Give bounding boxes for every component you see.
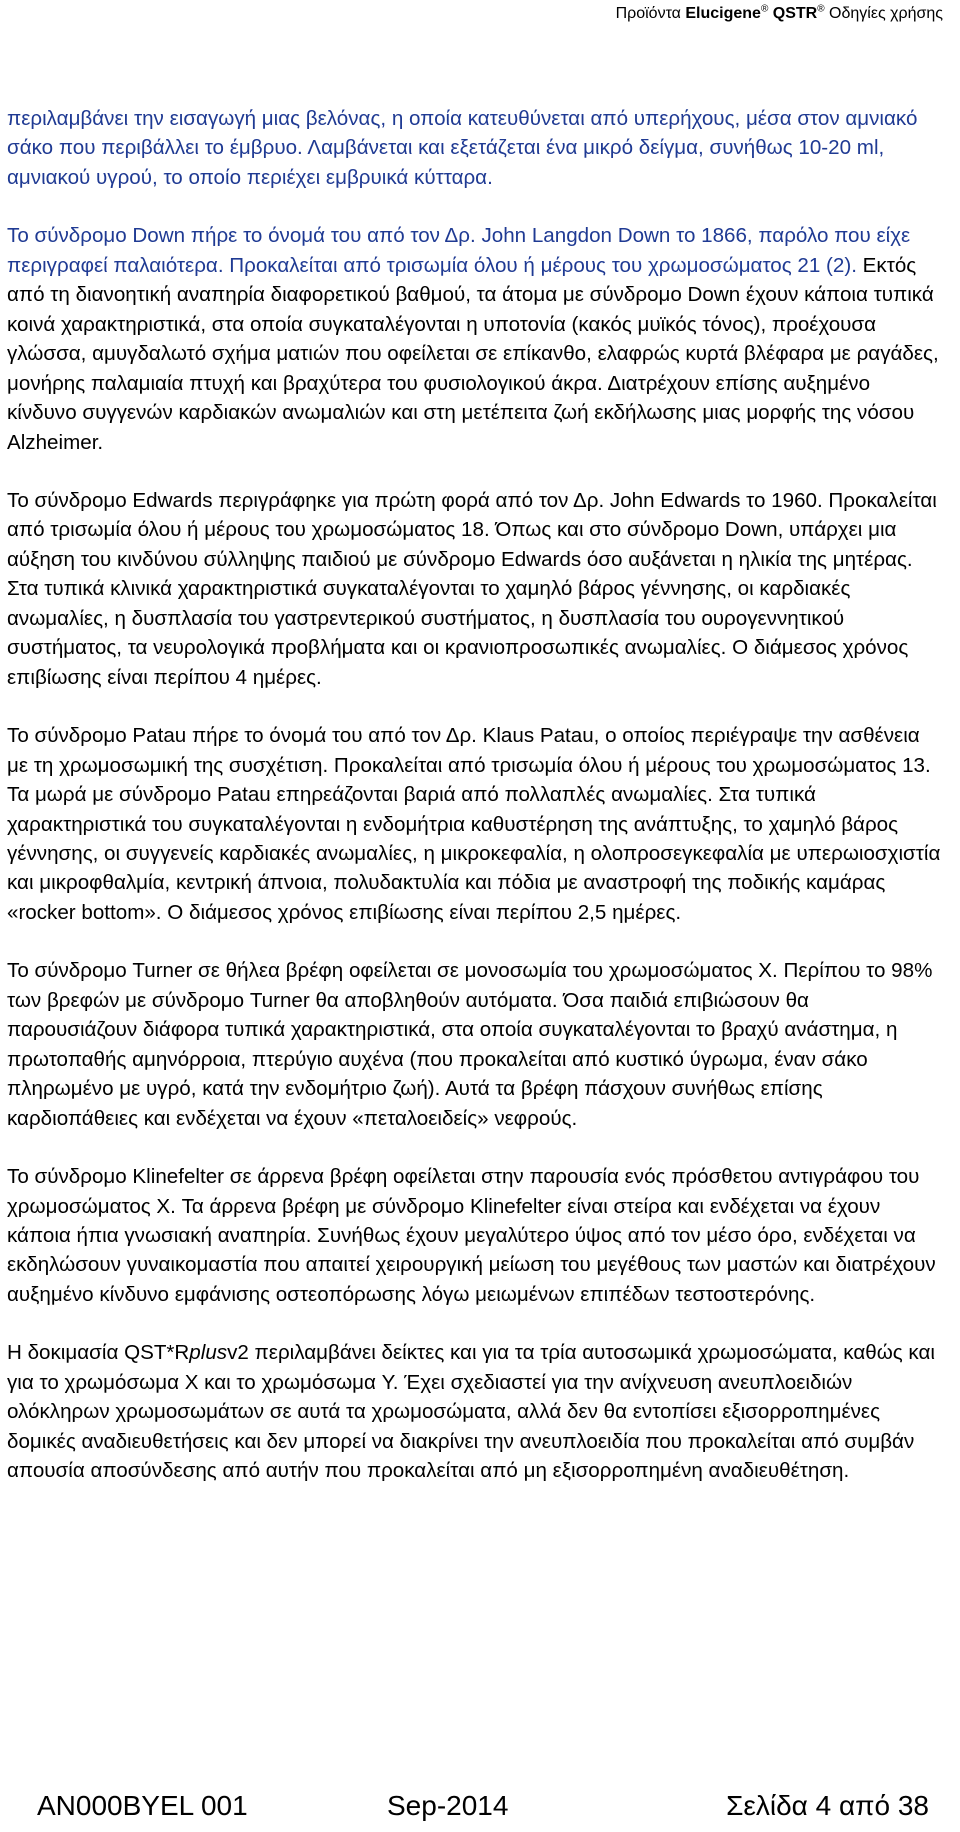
header-registered-mark: ® (817, 3, 825, 15)
document-body (7, 104, 943, 1486)
paragraph-text-run: Το σύνδρομο Klinefelter σε άρρενα βρέφη οφείλεται στην παρουσία ενός πρόσθετου αντιγράφου του χρωμοσώματος X. Τα άρρενα βρέφη με σύνδρομο Klinefelter είναι στείρα και ενδέχεται να έχουν κάποια ήπια γνωσιακή αναπηρία. Συνήθως έχουν μεγαλύτερο ύψος από τον μέσο όρο, ενδέχεται να εκδηλώσουν γυναικομαστία που απαιτεί χειρουργική μείωση του μεγέθους των μαστών και διατρέχουν αυξημένο κίνδυνο εμφάνισης οστεοπόρωσης λόγω μειωμένων επιπέδων τεστοστερόνης. (7, 1165, 936, 1306)
paragraph-text-run: plus (189, 1341, 228, 1365)
paragraph-text-run: Το σύνδρομο Edwards περιγράφηκε για πρώτη φορά από τον Δρ. John Edwards το 1960. Προκαλείται από τρισωμία όλου ή μέρους του χρωμοσώματος 18. Όπως και στο σύνδρομο Down, υπάρχει μια αύξηση του κινδύνου σύλληψης παιδιού με σύνδρομο Edwards όσο αυξάνεται η ηλικία της μητέρας. Στα τυπικά κλινικά χαρακτηριστικά συγκαταλέγονται το χαμηλό βάρος γέννησης, οι καρδιακές ανωμαλίες, η δυσπλασία του γαστρεντερικού συστήματος, η δυσπλασία του ουρογεννητικού συστήματος, τα νευρολογικά προβλήματα και οι κρανιοπροσωπικές ανωμαλίες. Ο διάμεσος χρόνος επιβίωσης είναι περίπου 4 ημέρες. (7, 488, 937, 689)
body-paragraph (7, 1338, 943, 1485)
footer-date: Sep-2014 (387, 1790, 509, 1821)
page-footer (0, 1788, 960, 1828)
body-paragraph (7, 104, 943, 192)
footer-document-code: AN000BYEL 001 (37, 1790, 248, 1821)
paragraph-text-run: Το σύνδρομο Turner σε θήλεα βρέφη οφείλεται σε μονοσωμία του χρωμοσώματος X. Περίπου το 98% των βρεφών με σύνδρομο Turner θα αποβληθούν αυτόματα. Όσα παιδιά επιβιώσουν θα παρουσιάζουν διάφορα τυπικά χαρακτηριστικά, στα οποία συγκαταλέγονται το βραχύ ανάστημα, η πρωτοπαθής αμηνόρροια, πτερύγιο αυχένα (που προκαλείται από κυστικό ύγρωμα, έναν σάκο πληρωμένο με υγρό, κατά την ενδομήτριο ζωή). Αυτά τα βρέφη πάσχουν συνήθως επίσης καρδιοπάθειες και ενδέχεται να έχουν «πεταλοειδείς» νεφρούς. (7, 959, 933, 1130)
body-paragraph (7, 486, 943, 692)
header-prefix: Προϊόντα (615, 5, 686, 22)
paragraph-text-run: Το σύνδρομο Down πήρε το όνομά του από τον Δρ. John Langdon Down το 1866, παρόλο που είχε περιγραφεί παλαιότερα. Προκαλείται από τρισωμία όλου ή μέρους του χρωμοσώματος 21 (2). (7, 224, 911, 277)
paragraph-text-run: περιλαμβάνει την εισαγωγή μιας βελόνας, η οποία κατευθύνεται από υπερήχους, μέσα στον αμνιακό σάκο που περιβάλλει το έμβρυο. Λαμβάνεται και εξετάζεται ένα μικρό δείγμα, συνήθως 10-20 ml, αμνιακού υγρού, το οποίο περιέχει εμβρυικά κύτταρα. (7, 107, 918, 189)
header-brand-qstr: QSTR (768, 5, 818, 22)
paragraph-text-run: Το σύνδρομο Patau πήρε το όνομά του από τον Δρ. Klaus Patau, ο οποίος περιέγραψε την ασθένεια με τη χρωμοσωμική της συσχέτιση. Προκαλείται από τρισωμία όλου ή μέρους του χρωμοσώματος 13. Τα μωρά με σύνδρομο Patau επηρεάζονται βαριά από πολλαπλές ανωμαλίες. Στα τυπικά χαρακτηριστικά του συγκαταλέγονται η ενδομήτρια καθυστέρηση της ανάπτυξης, το χαμηλό βάρος γέννησης, οι συγγενείς καρδιακές ανωμαλίες, η μικροκεφαλία, η ολοπροσεγκεφαλία με υπερωιοσχιστία και μικροφθαλμία, κεντρική άπνοια, πολυδακτυλία και πόδια με αναστροφή της ποδικής καμάρας «rocker bottom». Ο διάμεσος χρόνος επιβίωσης είναι περίπου 2,5 ημέρες. (7, 724, 941, 924)
body-paragraph (7, 721, 943, 927)
paragraph-text-run: Η δοκιμασία QST*R (7, 1341, 190, 1365)
page-header (0, 4, 960, 24)
header-suffix: Οδηγίες χρήσης (824, 5, 943, 22)
paragraph-text-run: Εκτός από τη διανοητική αναπηρία διαφορετικού βαθμού, τα άτομα με σύνδρομο Down έχουν κάποια τυπικά κοινά χαρακτηριστικά, στα οποία συγκαταλέγονται η υποτονία (κακός μυϊκός τόνος), προέχουσα γλώσσα, αμυγδαλωτό σχήμα ματιών που οφείλεται σε επίκανθο, ελαφρώς κυρτά βλέφαρα με ραγάδες, μονήρης παλαμιαία πτυχή και βραχύτερα του φυσιολογικού άκρα. Διατρέχουν επίσης αυξημένο κίνδυνο συγγενών καρδιακών ανωμαλιών και στη μετέπειτα ζωή εκδήλωσης μιας μορφής της νόσου Alzheimer. (7, 253, 939, 454)
paragraph-text-run: v2 περιλαμβάνει δείκτες και για τα τρία αυτοσωμικά χρωμοσώματα, καθώς και για το χρωμόσωμα X και το χρωμόσωμα Y. Έχει σχεδιαστεί για την ανίχνευση ανευπλοειδιών ολόκληρων χρωμοσωμάτων σε αυτά τα χρωμοσώματα, αλλά δεν θα εντοπίσει εξισορροπημένες δομικές αναδιευθετήσεις και δεν μπορεί να διακρίνει την ανευπλοειδία που προκαλείται από συμβάν απουσία αποσύνδεσης από αυτήν που προκαλείται από μη εξισορροπημένη αναδιευθέτηση. (7, 1341, 935, 1483)
body-paragraph (7, 221, 943, 457)
header-brand-elucigene: Elucigene (685, 5, 761, 22)
header-registered-mark: ® (760, 3, 769, 15)
footer-page-number: Σελίδα 4 από 38 (726, 1790, 929, 1821)
body-paragraph (7, 956, 943, 1133)
body-paragraph (7, 1162, 943, 1309)
